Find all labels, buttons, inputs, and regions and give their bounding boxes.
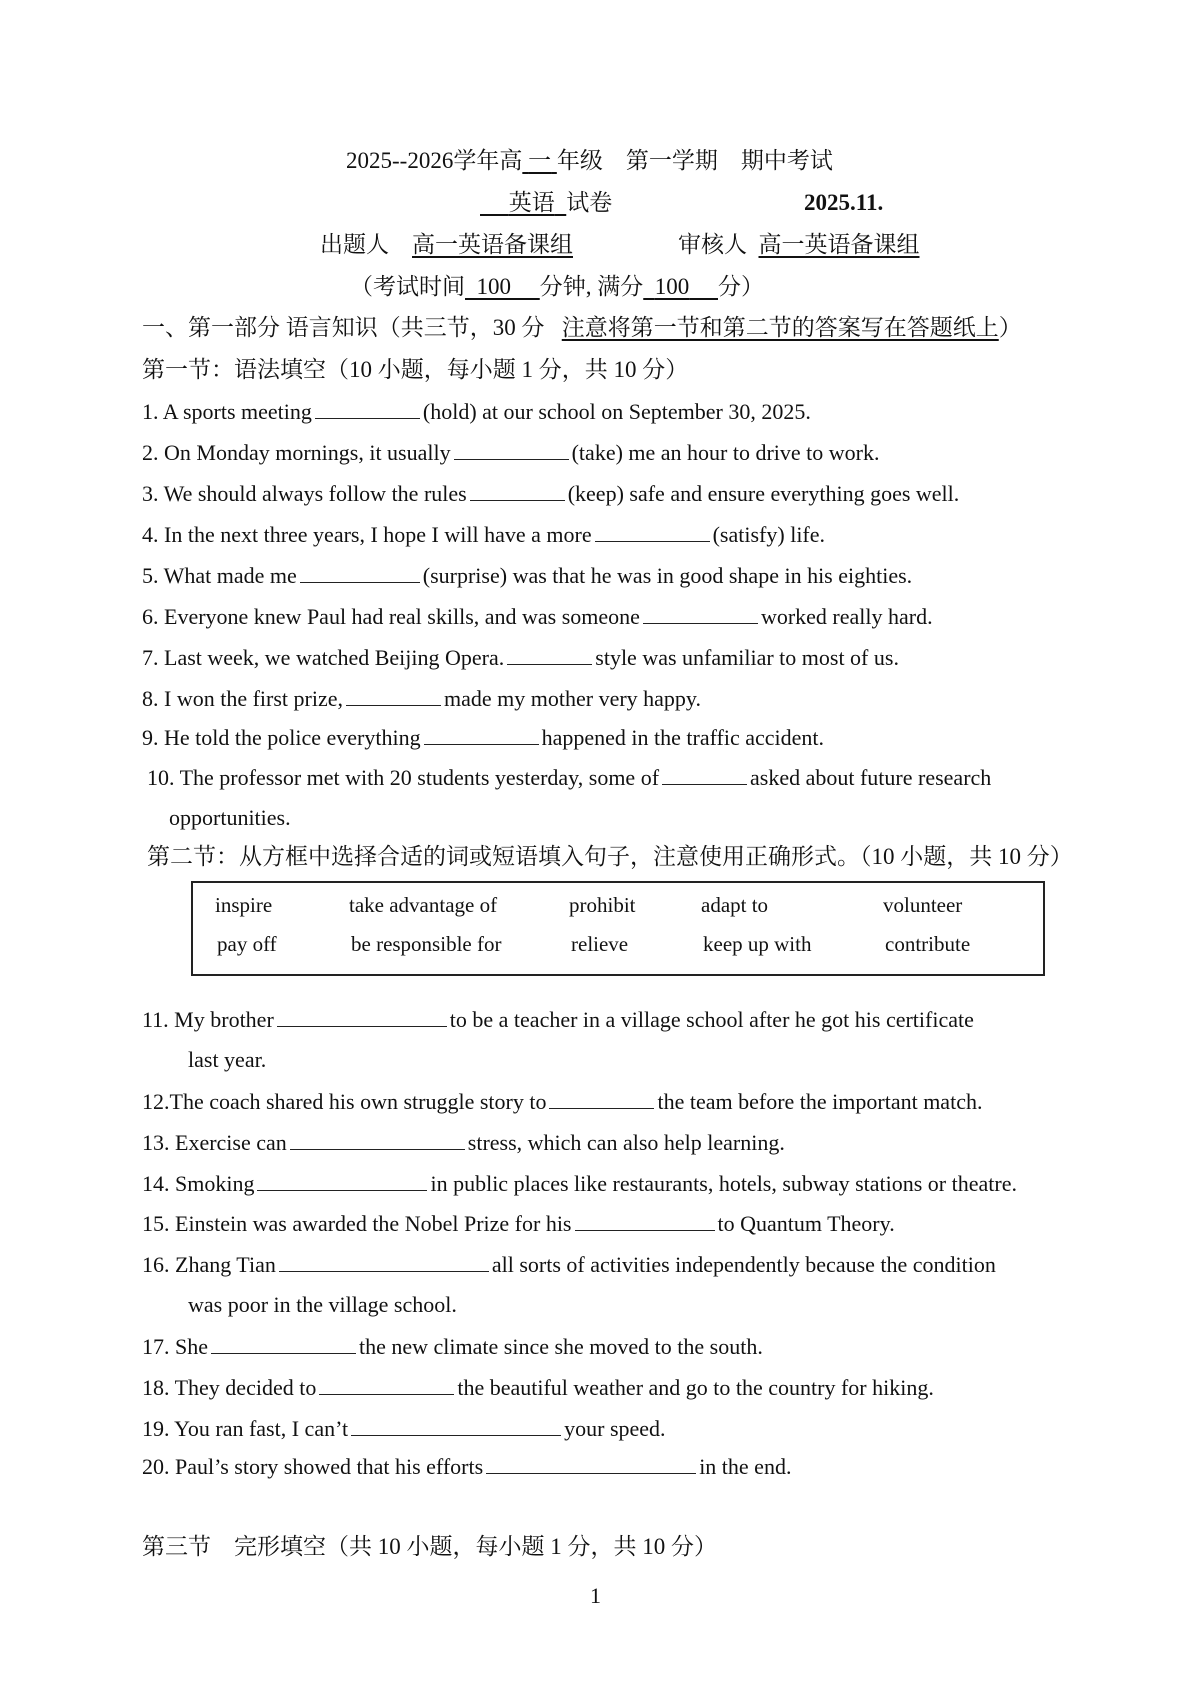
question-5 xyxy=(142,562,912,589)
question-text-after: happened in the traffic accident. xyxy=(541,725,824,750)
question-20 xyxy=(142,1453,791,1480)
title-prefix: 2025--2026学年高 xyxy=(346,148,523,173)
question-text: 7. Last week, we watched Beijing Opera. xyxy=(142,645,505,670)
question-continuation: opportunities. xyxy=(169,805,291,830)
answer-blank[interactable] xyxy=(300,562,420,583)
answer-blank[interactable] xyxy=(507,644,592,665)
authors-line xyxy=(320,232,573,258)
exam-info xyxy=(350,274,764,300)
question-4 xyxy=(142,521,825,548)
question-13 xyxy=(142,1129,785,1156)
question-text-after: (hold) at our school on September 30, 2025. xyxy=(422,399,811,424)
subject-value: 英语 xyxy=(508,190,555,215)
reviewer: 高一英语备课组 xyxy=(758,232,920,257)
word-option: be responsible for xyxy=(351,932,502,956)
page-number: 1 xyxy=(590,1583,601,1608)
question-16 xyxy=(142,1251,996,1278)
answer-blank[interactable] xyxy=(454,439,569,460)
word-option: contribute xyxy=(885,932,971,956)
question-text: 15. Einstein was awarded the Nobel Prize for his xyxy=(142,1211,572,1236)
question-text-after: style was unfamiliar to most of us. xyxy=(595,645,899,670)
question-text-after: in the end. xyxy=(699,1454,792,1479)
question-text-after: (keep) safe and ensure everything goes well. xyxy=(567,481,960,506)
question-text: 11. My brother xyxy=(142,1007,274,1032)
answer-blank[interactable] xyxy=(643,603,758,624)
question-15 xyxy=(142,1210,895,1237)
reviewer-line xyxy=(678,232,920,258)
question-text: 12.The coach shared his own struggle story to xyxy=(142,1089,547,1114)
question-text-after: (take) me an hour to drive to work. xyxy=(571,440,880,465)
question-10 xyxy=(147,764,991,791)
question-text: 14. Smoking xyxy=(142,1171,255,1196)
time-value: 100 xyxy=(476,274,511,299)
question-text-after: all sorts of activities independently because the condition xyxy=(491,1252,996,1277)
answer-blank[interactable] xyxy=(595,521,710,542)
time xyxy=(465,274,540,299)
question-text-after: (satisfy) life. xyxy=(712,522,826,547)
part1-close: ） xyxy=(998,315,1022,340)
grade-value: 一 xyxy=(528,148,552,173)
subject xyxy=(480,190,566,215)
part1-heading xyxy=(142,315,1022,341)
answer-blank[interactable] xyxy=(279,1251,489,1272)
question-text: 9. He told the police everything xyxy=(142,725,421,750)
setter: 高一英语备课组 xyxy=(412,232,573,257)
question-text-after: the new climate since she moved to the south. xyxy=(359,1334,763,1359)
question-text: 18. They decided to xyxy=(142,1375,317,1400)
question-text: 16. Zhang Tian xyxy=(142,1252,276,1277)
score xyxy=(643,274,718,299)
part1-title: 一、第一部分 语言知识（共三节，30 分 xyxy=(142,315,545,340)
question-text-after: your speed. xyxy=(564,1416,666,1441)
answer-blank[interactable] xyxy=(575,1210,715,1231)
time-unit: 分钟, 满分 xyxy=(539,274,644,299)
grade xyxy=(522,148,557,173)
question-text-after: worked really hard. xyxy=(760,604,933,629)
word-option: adapt to xyxy=(701,893,769,917)
question-text-after: (surprise) was that he was in good shape in his eighties. xyxy=(422,563,913,588)
word-option: take advantage of xyxy=(349,893,498,917)
question-text: 20. Paul’s story showed that his efforts xyxy=(142,1454,484,1479)
setter-label: 出题人 xyxy=(320,232,389,257)
question-19 xyxy=(142,1415,666,1442)
time-label: （考试时间 xyxy=(350,274,465,299)
question-12 xyxy=(142,1088,982,1115)
exam-title xyxy=(346,148,833,174)
question-text-after: asked about future research xyxy=(750,765,992,790)
question-text: 6. Everyone knew Paul had real skills, and was someone xyxy=(142,604,640,629)
score-unit: 分） xyxy=(718,274,764,299)
question-text: 3. We should always follow the rules xyxy=(142,481,467,506)
word-option: pay off xyxy=(217,932,277,956)
score-value: 100 xyxy=(654,274,690,299)
answer-blank[interactable] xyxy=(290,1129,465,1150)
answer-blank[interactable] xyxy=(351,1415,561,1436)
answer-blank[interactable] xyxy=(424,724,539,745)
question-continuation: was poor in the village school. xyxy=(188,1292,457,1317)
answer-blank[interactable] xyxy=(486,1453,696,1474)
word-box xyxy=(191,881,1045,976)
question-9 xyxy=(142,724,824,751)
answer-blank[interactable] xyxy=(211,1333,356,1354)
section2-title: 第二节：从方框中选择合适的词或短语填入句子，注意使用正确形式。（10 小题，共 10 分） xyxy=(147,844,1073,869)
answer-blank[interactable] xyxy=(277,1006,447,1027)
answer-blank[interactable] xyxy=(549,1088,654,1109)
question-text-after: stress, which can also help learning. xyxy=(467,1130,785,1155)
question-text: 10. The professor met with 20 students yesterday, some of xyxy=(147,765,660,790)
question-text-after: to be a teacher in a village school after he got his certificate xyxy=(449,1007,974,1032)
question-continuation: last year. xyxy=(188,1047,267,1072)
word-option: inspire xyxy=(215,893,273,917)
subject-line xyxy=(480,190,612,216)
answer-blank[interactable] xyxy=(662,764,747,785)
question-17 xyxy=(142,1333,763,1360)
answer-blank[interactable] xyxy=(346,685,441,706)
question-7 xyxy=(142,644,899,671)
question-3 xyxy=(142,480,959,507)
question-14 xyxy=(142,1170,1017,1197)
question-18 xyxy=(142,1374,934,1401)
question-1 xyxy=(142,398,811,425)
reviewer-label: 审核人 xyxy=(678,232,747,257)
question-text-after: to Quantum Theory. xyxy=(717,1211,895,1236)
question-text: 4. In the next three years, I hope I will have a more xyxy=(142,522,592,547)
part1-note: 注意将第一节和第二节的答案写在答题纸上 xyxy=(561,315,999,340)
answer-blank[interactable] xyxy=(319,1374,454,1395)
question-text: 17. She xyxy=(142,1334,208,1359)
question-text-after: the team before the important match. xyxy=(657,1089,983,1114)
word-option: keep up with xyxy=(703,932,812,956)
question-text: 13. Exercise can xyxy=(142,1130,287,1155)
question-2 xyxy=(142,439,880,466)
exam-date: 2025.11. xyxy=(804,190,884,215)
word-option: volunteer xyxy=(883,893,963,917)
question-text: 5. What made me xyxy=(142,563,297,588)
title-suffix: 年级 第一学期 期中考试 xyxy=(556,148,833,173)
paper-label: 试卷 xyxy=(566,190,613,215)
question-text-after: in public places like restaurants, hotels, subway stations or theatre. xyxy=(430,1171,1017,1196)
question-text: 1. A sports meeting xyxy=(142,399,312,424)
question-text-after: the beautiful weather and go to the country for hiking. xyxy=(457,1375,934,1400)
question-8 xyxy=(142,685,701,712)
question-text: 8. I won the first prize, xyxy=(142,686,343,711)
word-option: relieve xyxy=(571,932,629,956)
question-11 xyxy=(142,1006,974,1033)
answer-blank[interactable] xyxy=(257,1170,427,1191)
question-text: 2. On Monday mornings, it usually xyxy=(142,440,451,465)
question-text: 19. You ran fast, I can’t xyxy=(142,1416,349,1441)
section3-title: 第三节 完形填空（共 10 小题，每小题 1 分，共 10 分） xyxy=(142,1534,717,1559)
section1-title: 第一节：语法填空（10 小题，每小题 1 分，共 10 分） xyxy=(142,357,689,382)
question-text-after: made my mother very happy. xyxy=(444,686,701,711)
word-option: prohibit xyxy=(569,893,636,917)
answer-blank[interactable] xyxy=(470,480,565,501)
question-6 xyxy=(142,603,933,630)
answer-blank[interactable] xyxy=(315,398,420,419)
